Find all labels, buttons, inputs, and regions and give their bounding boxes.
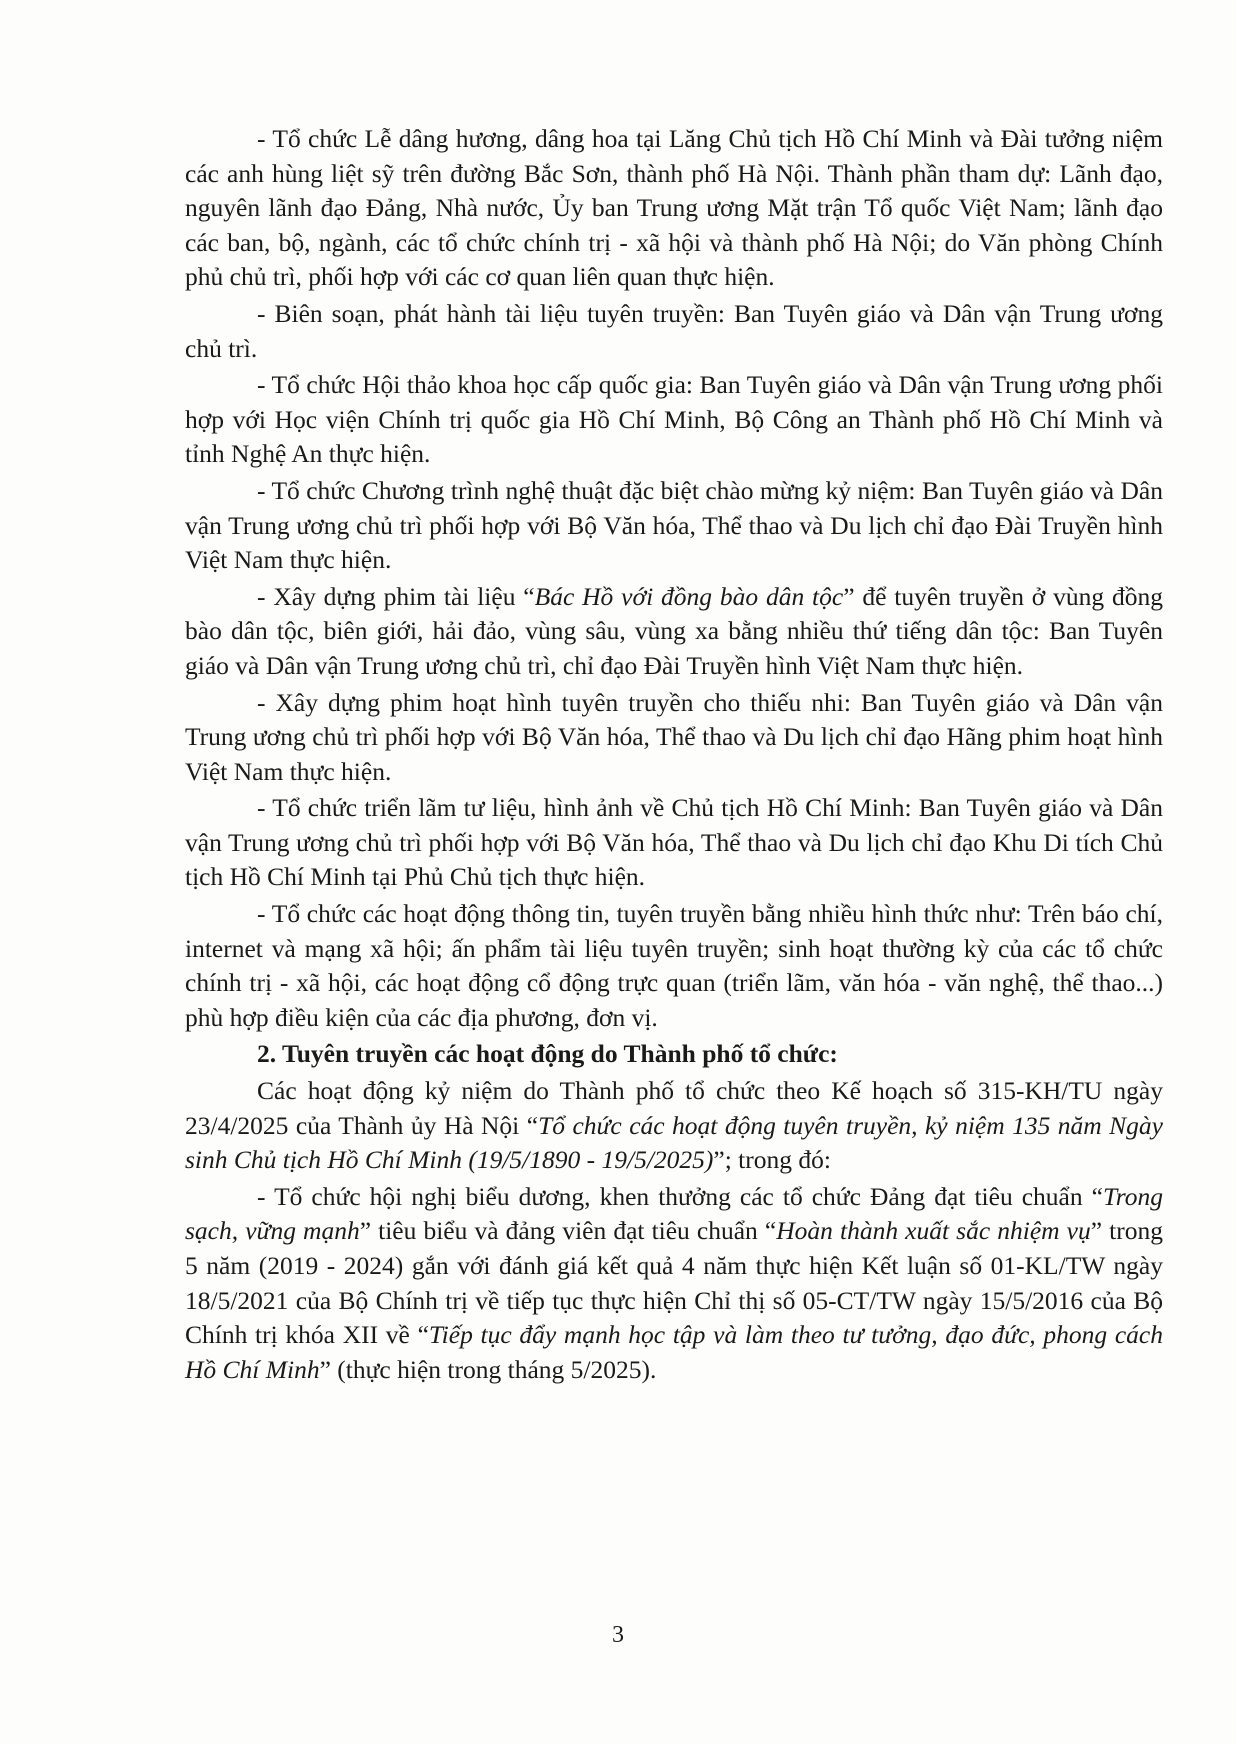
text-segment: - Xây dựng phim hoạt hình tuyên truyền cho thiếu nhi: Ban Tuyên giáo và Dân vận Trung ương chủ trì phối hợp với Bộ Văn hóa, Thể thao và Du lịch chỉ đạo Hãng phim hoạt hình Việt Nam thực hiện. bbox=[185, 687, 1163, 786]
paragraph bbox=[185, 686, 1163, 790]
document-body bbox=[185, 122, 1163, 1389]
paragraph bbox=[185, 297, 1163, 366]
text-segment: - Tổ chức hội nghị biểu dương, khen thưởng các tổ chức Đảng đạt tiêu chuẩn “ bbox=[257, 1181, 1103, 1211]
text-segment: ” trong 5 năm (2019 - 2024) gắn với đánh giá kết quả 4 năm thực hiện Kết luận số 01-KL/TW ngày 18/5/2021 của Bộ Chính trị về tiếp tục thực hiện Chỉ thị số 05-CT/TW ngày 15/5/2016 của Bộ Chính trị khóa XII về “ bbox=[185, 1216, 1164, 1350]
text-segment: - Tổ chức Chương trình nghệ thuật đặc biệt chào mừng kỷ niệm: Ban Tuyên giáo và Dân vận Trung ương chủ trì phối hợp với Bộ Văn hóa, Thể thao và Du lịch chỉ đạo Đài Truyền hình Việt Nam thực hiện. bbox=[185, 475, 1163, 575]
text-segment: - Tổ chức Hội thảo khoa học cấp quốc gia: Ban Tuyên giáo và Dân vận Trung ương phối hợp với Học viện Chính trị quốc gia Hồ Chí Minh, Bộ Công an Thành phố Hồ Chí Minh và tỉnh Nghệ An thực hiện. bbox=[185, 370, 1163, 469]
paragraph bbox=[185, 1037, 1163, 1072]
text-segment: Các hoạt động kỷ niệm do Thành phố tổ chức theo Kế hoạch số 315-KH/TU ngày 23/4/2025 của Thành ủy Hà Nội “ bbox=[185, 1076, 1163, 1140]
text-segment: - Tổ chức Lễ dâng hương, dâng hoa tại Lăng Chủ tịch Hồ Chí Minh và Đài tưởng niệm các anh hùng liệt sỹ trên đường Bắc Sơn, thành phố Hà Nội. Thành phần tham dự: Lãnh đạo, nguyên lãnh đạo Đảng, Nhà nước, Ủy ban Trung ương Mặt trận Tổ quốc Việt Nam; lãnh đạo các ban, bộ, ngành, các tổ chức chính trị - xã hội và thành phố Hà Nội; do Văn phòng Chính phủ chủ trì, phối hợp với các cơ quan liên quan thực hiện. bbox=[185, 124, 1163, 292]
text-segment: ” để tuyên truyền ở vùng đồng bào dân tộc, biên giới, hải đảo, vùng sâu, vùng xa bằng nhiều thứ tiếng dân tộc: Ban Tuyên giáo và Dân vận Trung ương chủ trì, chỉ đạo Đài Truyền hình Việt Nam thực hiện. bbox=[185, 581, 1163, 680]
italic-text: Trong sạch, vững mạnh bbox=[185, 1181, 1163, 1246]
page-number: 3 bbox=[612, 1622, 624, 1648]
paragraph bbox=[185, 1180, 1163, 1388]
text-segment: ” tiêu biểu và đảng viên đạt tiêu chuẩn “ bbox=[359, 1216, 777, 1246]
italic-text: Tiếp tục đẩy mạnh học tập và làm theo tư tưởng, đạo đức, phong cách Hồ Chí Minh bbox=[185, 1320, 1163, 1384]
text-segment: ” (thực hiện trong tháng 5/2025). bbox=[319, 1354, 657, 1384]
paragraph bbox=[185, 474, 1163, 578]
paragraph bbox=[185, 122, 1163, 295]
text-segment: - Xây dựng phim tài liệu “ bbox=[257, 581, 535, 611]
paragraph bbox=[185, 791, 1163, 895]
text-segment: - Tổ chức các hoạt động thông tin, tuyên truyền bằng nhiều hình thức như: Trên báo chí, internet và mạng xã hội; ấn phẩm tài liệu tuyên truyền; sinh hoạt thường kỳ của các tổ chức chính trị - xã hội, các hoạt động cổ động trực quan (triển lãm, văn hóa - văn nghệ, thể thao...) phù hợp điều kiện của các địa phương, đơn vị. bbox=[185, 899, 1163, 1032]
paragraph bbox=[185, 368, 1163, 472]
italic-text: Tổ chức các hoạt động tuyên truyền, kỷ niệm 135 năm Ngày sinh Chủ tịch Hồ Chí Minh (19/5/1890 - 19/5/2025) bbox=[185, 1110, 1164, 1175]
text-segment: - Biên soạn, phát hành tài liệu tuyên truyền: Ban Tuyên giáo và Dân vận Trung ương chủ trì. bbox=[185, 298, 1163, 363]
section-heading: 2. Tuyên truyền các hoạt động do Thành phố tổ chức: bbox=[257, 1039, 838, 1069]
text-segment: - Tổ chức triển lãm tư liệu, hình ảnh về Chủ tịch Hồ Chí Minh: Ban Tuyên giáo và Dân vận Trung ương chủ trì phối hợp với Bộ Văn hóa, Thể thao và Du lịch chỉ đạo Khu Di tích Chủ tịch Hồ Chí Minh tại Phủ Chủ tịch thực hiện. bbox=[185, 793, 1163, 892]
paragraph bbox=[185, 1074, 1163, 1178]
paragraph bbox=[185, 580, 1163, 684]
text-segment: ”; trong đó: bbox=[713, 1145, 831, 1175]
italic-text: Bác Hồ với đồng bào dân tộc bbox=[534, 581, 844, 611]
paragraph bbox=[185, 897, 1163, 1035]
italic-text: Hoàn thành xuất sắc nhiệm vụ bbox=[776, 1216, 1091, 1246]
